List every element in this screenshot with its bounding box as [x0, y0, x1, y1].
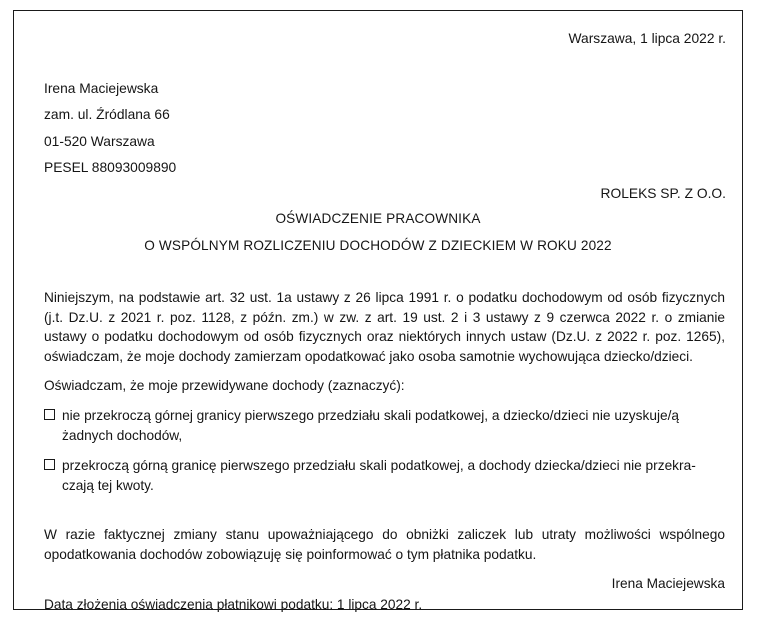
title-line-1: OŚWIADCZENIE PRACOWNIKA	[275, 211, 481, 226]
checkbox-icon[interactable]	[44, 459, 55, 470]
option-text	[62, 456, 725, 495]
employer-name: ROLEKS SP. Z O.O.	[600, 186, 726, 201]
option-text-main: nie przekroczą górnej granicy pierwszego przedziału skali podatkowej, a dziecko/dzieci nie uzyskuje/ą	[62, 407, 680, 423]
document-title	[28, 211, 728, 253]
closing-block	[44, 525, 725, 591]
document-content	[28, 19, 728, 612]
sender-name: Irena Maciejewska	[44, 81, 159, 96]
option-text	[62, 406, 725, 445]
footer-submission-date: Data złożenia oświadczenia płatnikowi podatku: 1 lipca 2022 r.	[44, 597, 423, 612]
document-frame	[13, 10, 743, 610]
option-text-main: przekroczą górną granicę pierwszego przedziału skali podatkowej, a dochody dziecka/dzieci nie przekra-	[62, 458, 696, 474]
sender-city: 01-520 Warszawa	[44, 133, 155, 149]
option-row[interactable]	[44, 406, 725, 445]
option-text-tail: czają tej kwoty.	[62, 477, 154, 493]
declaration-body	[44, 288, 725, 506]
option-text-tail: żadnych dochodów,	[62, 427, 183, 443]
main-paragraph: Niniejszym, na podstawie art. 32 ust. 1a ustawy z 26 lipca 1991 r. o podatku dochodowym od osób fizycznych (j.t. Dz.U. z 2021 r. poz. 1128, z późn. zm.) w zw. z art. 19 ust. 2 i 3 ustawy z 9 czerwca 2022 r. o zmianie ustawy o podatku dochodowym od osób fizycznych oraz niektórych innych ustaw (Dz.U. z 2022 r. poz. 1265), oświadczam, że moje dochody zamierzam opodatkować jako osoba samotnie wychowująca dziecko/dzieci.	[44, 290, 725, 364]
sender-street: zam. ul. Źródlana 66	[44, 107, 170, 123]
signature: Irena Maciejewska	[611, 576, 725, 592]
title-line-2: O WSPÓLNYM ROZLICZENIU DOCHODÓW Z DZIECKIEM W ROKU 2022	[144, 238, 612, 253]
closing-paragraph: W razie faktycznej zmiany stanu upoważniającego do obniżki zaliczek lub utraty możliwości wspólnego opodatkowania dochodów zobowiązuję się poinformować o tym płatnika podatku.	[44, 527, 725, 562]
header-date: Warszawa, 1 lipca 2022 r.	[568, 31, 726, 46]
sender-address-block	[44, 82, 176, 187]
sender-pesel: PESEL 88093009890	[44, 159, 177, 175]
options-list	[44, 406, 725, 495]
checkbox-icon[interactable]	[44, 409, 55, 420]
option-row[interactable]	[44, 456, 725, 495]
options-intro: Oświadczam, że moje przewidywane dochody (zaznaczyć):	[44, 378, 405, 394]
